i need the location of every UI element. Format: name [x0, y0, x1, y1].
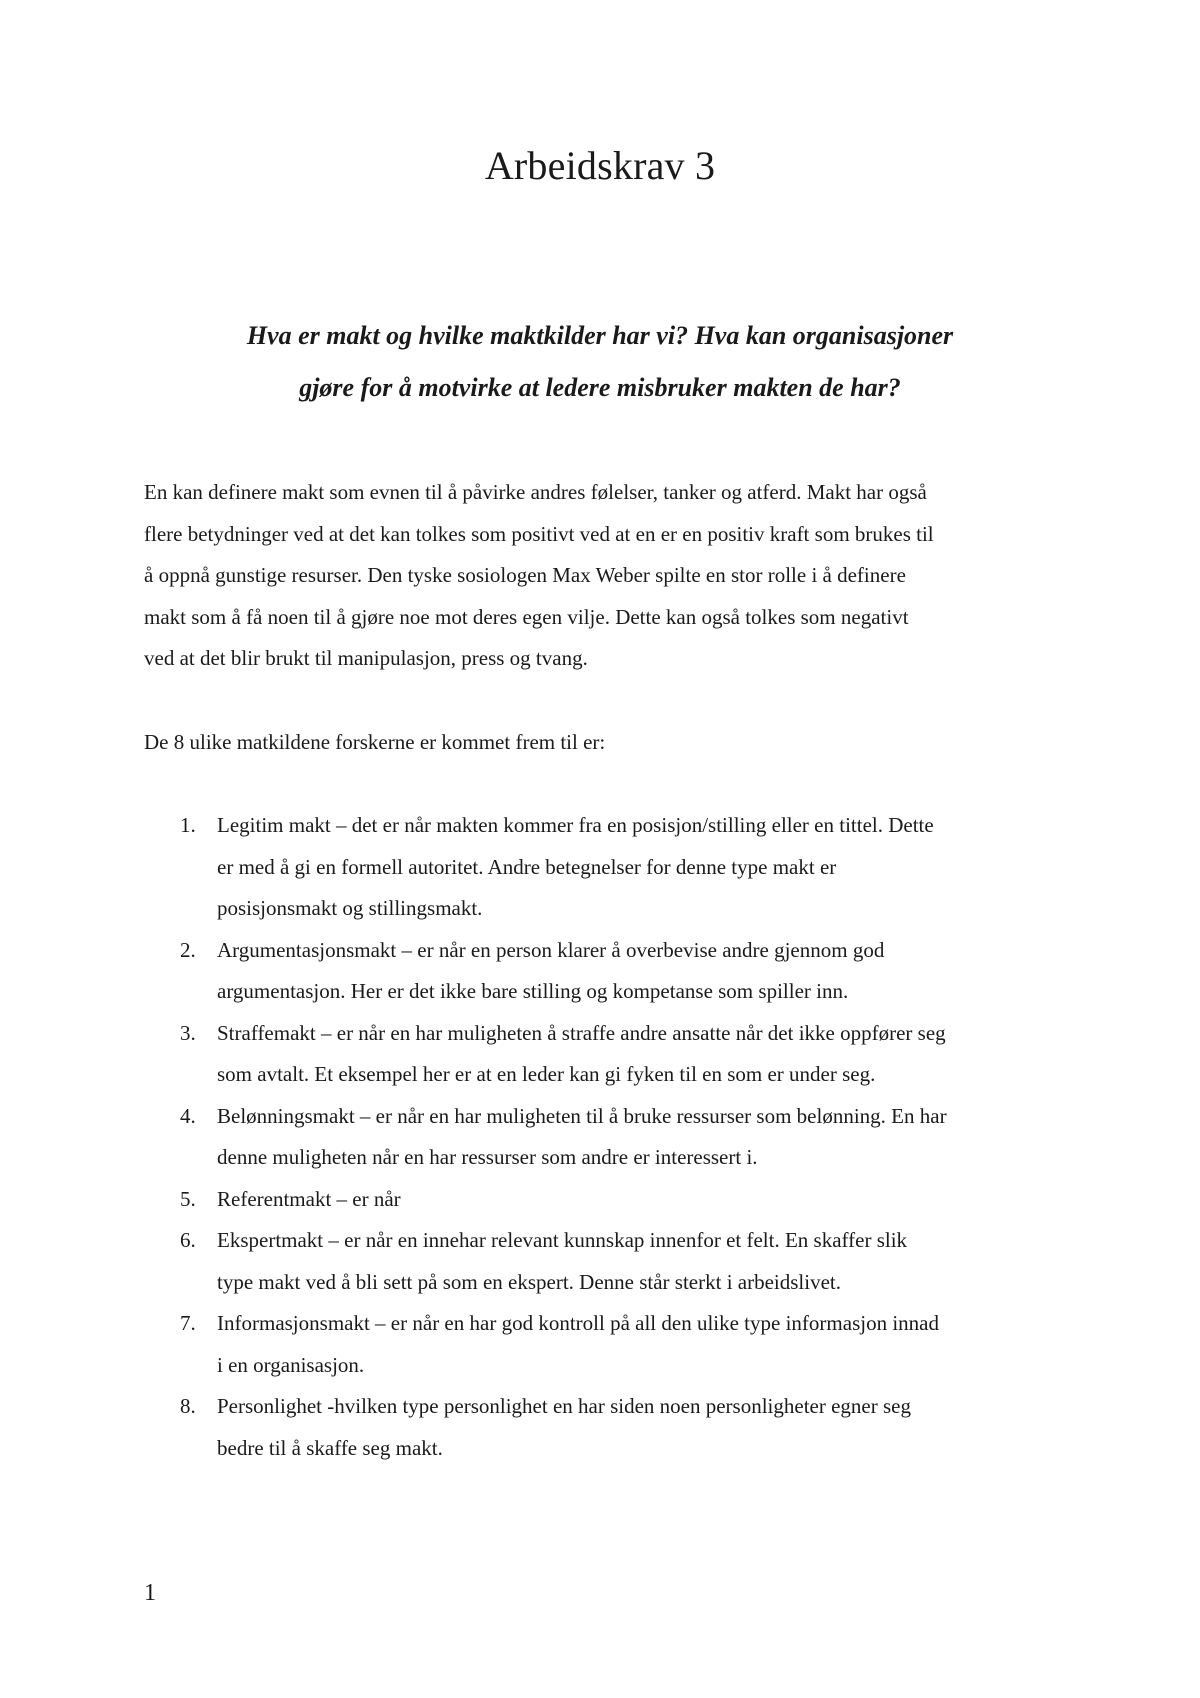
page-number: 1 [144, 1580, 156, 1606]
list-item-number: 6. [180, 1228, 196, 1252]
paragraph-line: En kan definere makt som evnen til å påvirke andres følelser, tanker og atferd. Makt har også [144, 480, 927, 504]
list-item [144, 1303, 1084, 1386]
list-item-number: 5. [180, 1186, 196, 1211]
intro-paragraph [144, 472, 1064, 680]
list-item-line: Personlighet -hvilken type personlighet en har siden noen personligheter egner seg [217, 1394, 911, 1418]
paragraph-line: å oppnå gunstige resurser. Den tyske sosiologen Max Weber spilte en stor rolle i å definere [144, 563, 906, 587]
list-item-number: 2. [180, 937, 196, 962]
list-item-line: som avtalt. Et eksempel her er at en leder kan gi fyken til en som er under seg. [217, 1062, 876, 1086]
list-item-line: i en organisasjon. [217, 1352, 365, 1377]
list-item-line: Referentmakt – er når [217, 1186, 401, 1211]
list-item-line: posisjonsmakt og stillingsmakt. [217, 896, 483, 920]
power-sources-list [144, 805, 1084, 1469]
list-item-line: Straffemakt – er når en har muligheten å straffe andre ansatte når det ikke oppfører seg [217, 1020, 946, 1045]
list-item-number: 3. [180, 1020, 196, 1045]
question-heading [140, 310, 1060, 414]
list-item-number: 7. [180, 1311, 196, 1335]
list-item-line: denne muligheten når en har ressurser som andre er interessert i. [217, 1145, 758, 1169]
paragraph-line: ved at det blir brukt til manipulasjon, press og tvang. [144, 646, 588, 670]
list-item-line: Belønningsmakt – er når en har muligheten til å bruke ressurser som belønning. En har [217, 1103, 947, 1128]
list-item [144, 805, 1084, 930]
list-item-line: Legitim makt – det er når makten kommer fra en posisjon/stilling eller en tittel. Dette [217, 813, 934, 837]
list-item [144, 930, 1084, 1013]
list-item-line: Argumentasjonsmakt – er når en person klarer å overbevise andre gjennom god [217, 937, 885, 962]
list-item [144, 1096, 1084, 1179]
list-item [144, 1013, 1084, 1096]
list-item-line: argumentasjon. Her er det ikke bare stilling og kompetanse som spiller inn. [217, 979, 849, 1003]
list-item-line: bedre til å skaffe seg makt. [217, 1435, 443, 1460]
document-title: Arbeidskrav 3 [484, 143, 716, 188]
list-item-number: 4. [180, 1103, 196, 1128]
list-item [144, 1179, 1084, 1221]
list-item-number: 8. [180, 1394, 196, 1418]
question-line: gjøre for å motvirke at ledere misbruker makten de har? [299, 373, 901, 402]
paragraph-line: makt som å få noen til å gjøre noe mot deres egen vilje. Dette kan også tolkes som negativt [144, 604, 909, 629]
list-item-line: er med å gi en formell autoritet. Andre betegnelser for denne type makt er [217, 854, 837, 879]
paragraph-line: flere betydninger ved at det kan tolkes som positivt ved at en er en positiv kraft som brukes til [144, 521, 934, 546]
list-item-line: type makt ved å bli sett på som en ekspert. Denne står sterkt i arbeidslivet. [217, 1269, 841, 1294]
list-item [144, 1386, 1084, 1469]
list-item-number: 1. [180, 813, 196, 837]
question-line: Hva er makt og hvilke maktkilder har vi? Hva kan organisasjoner [246, 321, 954, 350]
list-item-line: Ekspertmakt – er når en innehar relevant kunnskap innenfor et felt. En skaffer slik [217, 1228, 908, 1252]
list-lead-paragraph [144, 722, 1064, 764]
list-item [144, 1220, 1084, 1303]
paragraph-line: De 8 ulike matkildene forskerne er kommet frem til er: [144, 730, 606, 754]
list-item-line: Informasjonsmakt – er når en har god kontroll på all den ulike type informasjon innad [217, 1311, 939, 1335]
